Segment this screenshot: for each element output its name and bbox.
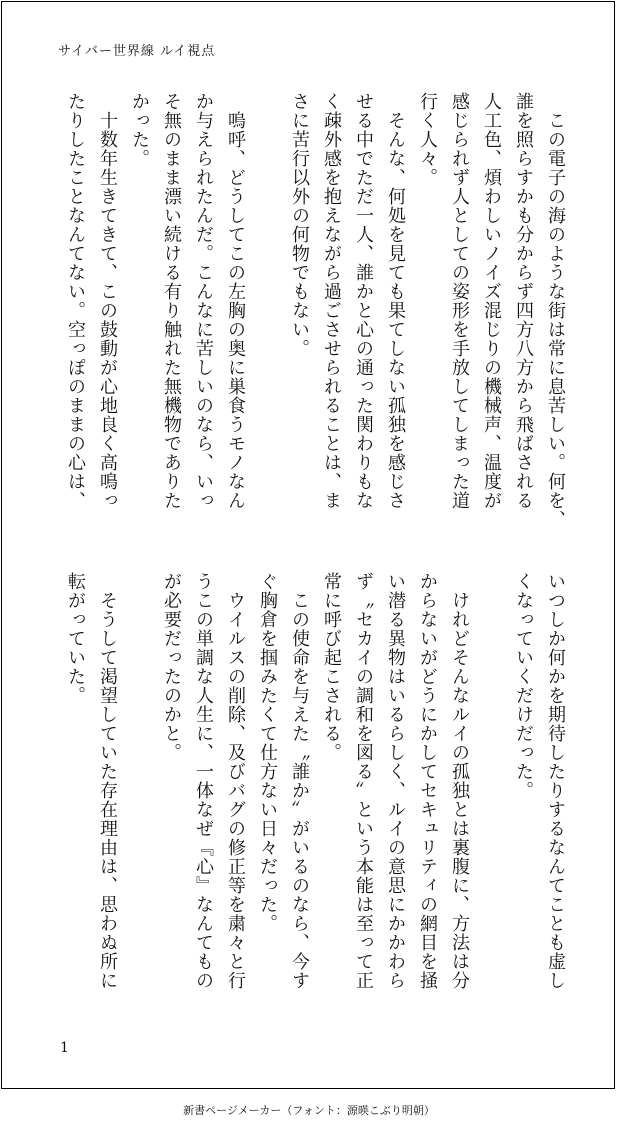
text-block-top (64, 92, 566, 562)
text-line: 人工色、煩わしいノイズ混じりの機械声、温度が (481, 92, 502, 510)
text-line: 転がっていた。 (65, 572, 86, 705)
text-line: ず〝セカイの調和を図る〟という本能は至って正 (353, 572, 374, 990)
text-line: く疎外感を抱えながら過ごさせられることは、ま (321, 92, 342, 510)
text-line: 常に呼び起こされる。 (321, 572, 342, 762)
text-block-bottom (64, 572, 566, 1042)
text-line: そ無のまま漂い続ける有り触れた無機物でありた (161, 92, 182, 510)
text-line: さに苦行以外の何物でもない。 (289, 92, 310, 358)
page-header-title: サイバー世界線 ルイ視点 (58, 44, 216, 59)
text-line: い潜る異物はいるらしく、ルイの意思にかかわら (385, 572, 406, 990)
text-line: が必要だったのかと。 (161, 572, 182, 762)
page-number: 1 (60, 1040, 69, 1056)
text-line: そうして渇望していた存在理由は、思わぬ所に (97, 572, 118, 990)
footer-credit: 新書ページメーカー（フォント：源暎こぶり明朝） (183, 1104, 435, 1117)
text-line: この使命を与えた〝誰か〟がいるのなら、今す (289, 572, 310, 990)
text-line: けれどそんなルイの孤独とは裏腹に、方法は分 (449, 572, 470, 990)
text-line: 感じられず人としての姿形を手放してしまった道 (449, 92, 470, 510)
text-line: 行く人々。 (417, 92, 438, 187)
text-line: そんな、何処を見ても果てしない孤独を感じさ (385, 92, 406, 510)
text-line: くなっていくだけだった。 (513, 572, 534, 800)
text-line: からないがどうにかしてセキュリティの網目を掻 (417, 572, 438, 990)
text-line (256, 92, 278, 562)
text-line: ぐ胸倉を掴みたくて仕方ない日々だった。 (257, 572, 278, 933)
text-line (128, 572, 150, 1042)
text-line: この電子の海のような街は常に息苦しい。何を、 (545, 92, 566, 529)
text-line: かった。 (129, 92, 150, 168)
text-line: せる中でただ一人、誰かと心の通った関わりもな (353, 92, 374, 510)
text-line: ウイルスの削除、及びバグの修正等を粛々と行 (225, 572, 246, 990)
text-line: 嗚呼、どうしてこの左胸の奥に巣食うモノなん (225, 92, 246, 510)
text-line (480, 572, 502, 1042)
page-frame (1, 1, 615, 1089)
text-line: いつしか何かを期待したりするなんてことも虚し (545, 572, 566, 990)
text-line: 十数年生きてきて、この鼓動が心地良く高鳴っ (97, 92, 118, 510)
text-line: 誰を照らすかも分からず四方八方から飛ばされる (513, 92, 534, 510)
text-line: うこの単調な人生に、一体なぜ『心』なんてもの (193, 572, 214, 990)
text-line: たりしたことなんてない。空っぽのままの心は、 (65, 92, 86, 510)
text-line: か与えられたんだ。こんなに苦しいのなら、いっ (193, 92, 214, 510)
